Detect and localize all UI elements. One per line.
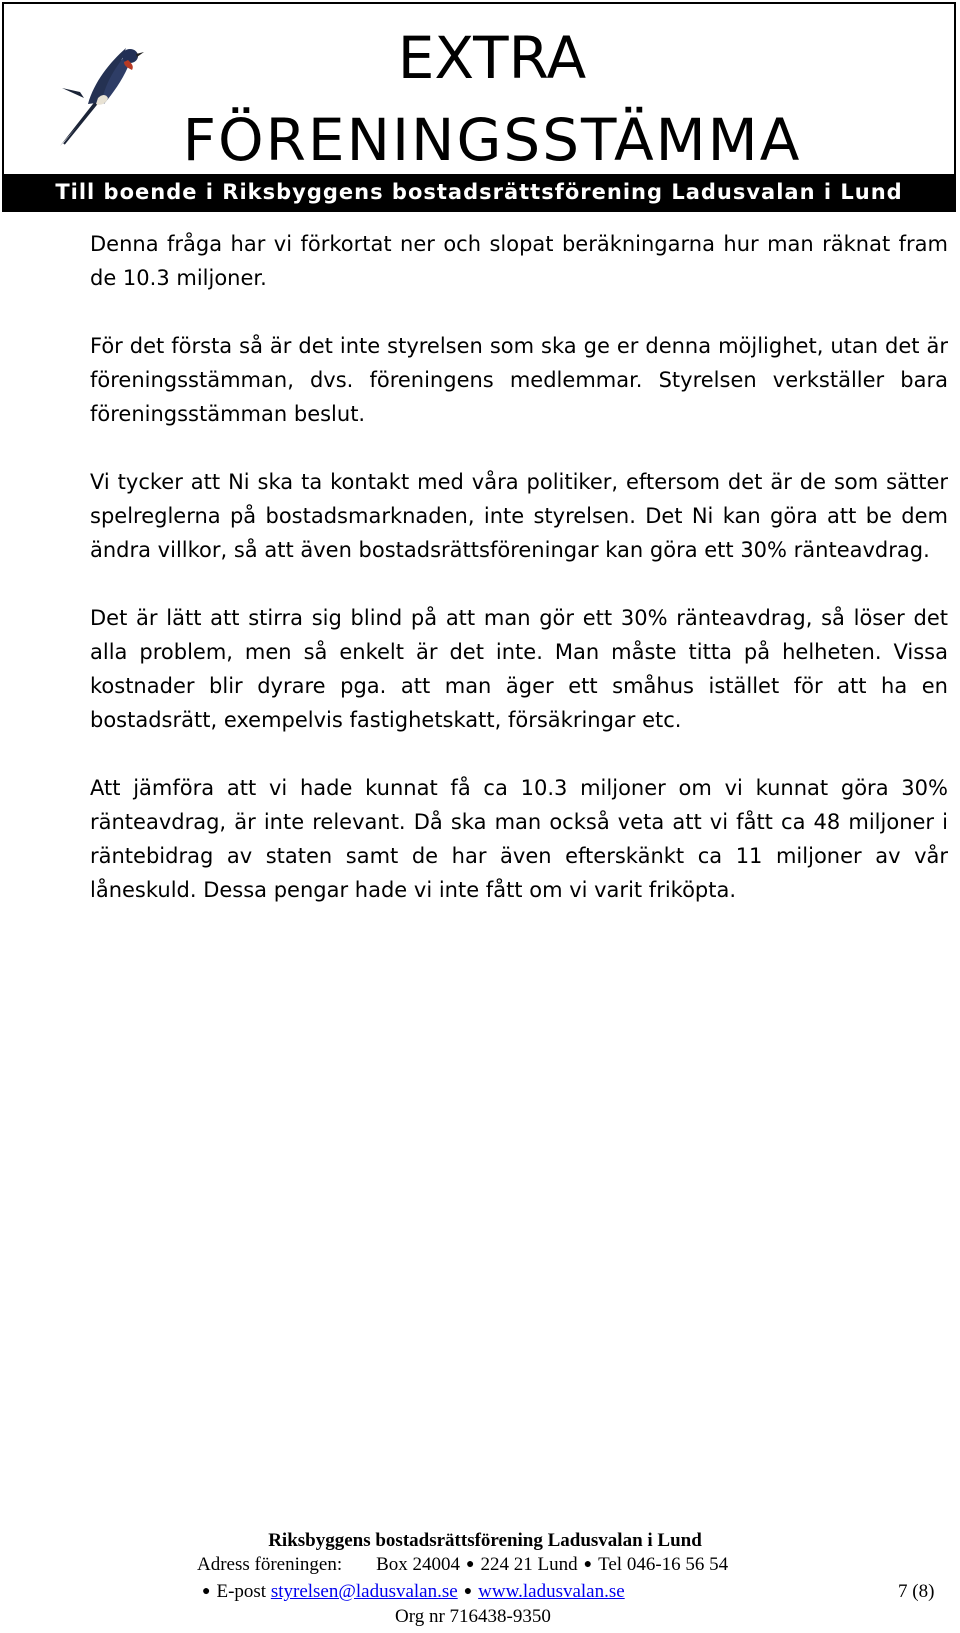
footer-email-link[interactable]: styrelsen@ladusvalan.se (270, 1581, 458, 1602)
footer-org-name: Riksbyggens bostadsrättsförening Ladusvalan i Lund (268, 1530, 702, 1551)
bullet-icon: ● (202, 1584, 211, 1599)
footer-phone: Tel 046-16 56 54 (598, 1554, 729, 1575)
paragraph-1: Denna fråga har vi förkortat ner och slopat beräkningarna hur man räknat fram de 10.3 miljoner. (90, 232, 948, 290)
paragraph-4: Det är lätt att stirra sig blind på att man gör ett 30% ränteavdrag, så löser det alla problem, men så enkelt är det inte. Man måste titta på helheten. Vissa kostnader blir dyrare pga. att man äger ett småhus istället för att ha en bostadsrätt, exempelvis fastighetskatt, försäkringar etc. (90, 606, 948, 732)
footer-website-link[interactable]: www.ladusvalan.se (478, 1581, 625, 1602)
subtitle-bar: Till boende i Riksbyggens bostadsrättsförening Ladusvalan i Lund (4, 174, 954, 210)
title-line-1: EXTRA (397, 24, 587, 92)
paragraph-5: Att jämföra att vi hade kunnat få ca 10.3 miljoner om vi kunnat göra 30% ränteavdrag, är inte relevant. Då ska man också veta att vi fått ca 48 miljoner i räntebidrag av staten samt de har även efterskänkt ca 11 miljoner av vår låneskuld. Dessa pengar hade vi inte fått om vi varit friköpta. (90, 776, 948, 902)
title-line-2: FÖRENINGSSTÄMMA (182, 106, 802, 174)
footer-org-nr: Org nr 716438-9350 (395, 1606, 551, 1627)
footer-email-label: E-post (216, 1581, 267, 1602)
bullet-icon: ● (583, 1557, 593, 1572)
footer-address-line (197, 1553, 728, 1577)
bullet-icon: ● (466, 1557, 475, 1572)
page-number: 7 (8) (898, 1581, 935, 1602)
paragraph-2: För det första så är det inte styrelsen som ska ge er denna möjlighet, utan det är föreningsstämman, dvs. föreningens medlemmar. Styrelsen verkställer bara föreningsstämman beslut. (90, 334, 948, 426)
footer-contact-line (202, 1580, 625, 1604)
footer-address-label: Adress föreningen: (197, 1554, 343, 1575)
document-body (90, 227, 948, 941)
footer-postal: 224 21 Lund (480, 1554, 578, 1575)
document-footer (0, 1529, 960, 1627)
footer-address: Box 24004 (376, 1554, 461, 1575)
bullet-icon: ● (463, 1584, 473, 1599)
paragraph-3: Vi tycker att Ni ska ta kontakt med våra politiker, eftersom det är de som sätter spelreglerna på bostadsmarknaden, inte styrelsen. Det Ni kan göra att be dem ändra villkor, så att även bostadsrättsföreningar kan göra ett 30% ränteavdrag. (90, 470, 948, 562)
document-header (2, 2, 956, 212)
